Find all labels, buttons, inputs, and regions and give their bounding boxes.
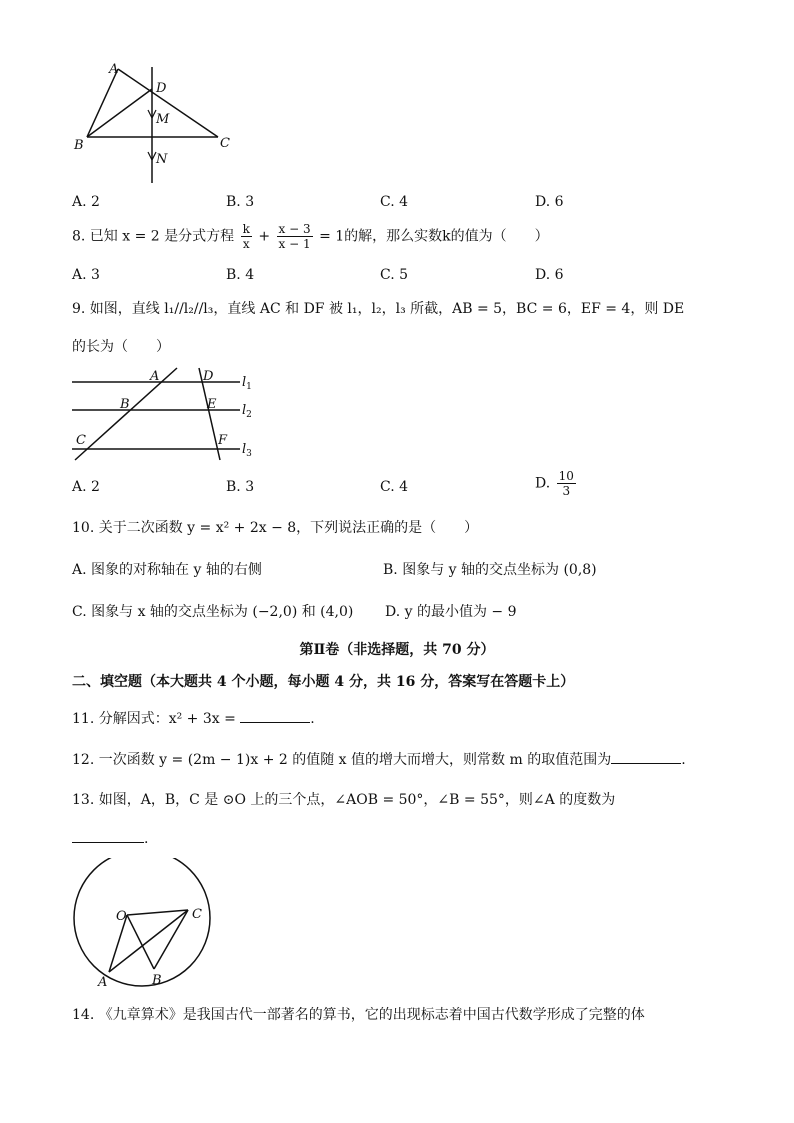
fig9-label-f: F (218, 433, 228, 448)
q10-stem: 10. 关于二次函数 y = x² + 2x − 8，下列说法正确的是（ ） (72, 520, 479, 536)
q8-option-a: A. 3 (72, 267, 100, 283)
part-2-title: 第Ⅱ卷（非选择题，共 70 分） (299, 642, 495, 658)
fig9-label-d: D (203, 369, 214, 384)
section-2-title: 二、填空题（本大题共 4 个小题，每小题 4 分，共 16 分，答案写在答题卡上） (72, 674, 575, 690)
figure-q13-circle (66, 858, 226, 990)
q8-stem-pre: 8. 已知 x = 2 是分式方程 (72, 228, 235, 245)
q8-stem-post: = 1的解，那么实数k的值为（ ） (319, 228, 549, 245)
fig9-label-e: E (207, 397, 217, 412)
fig9-label-a: A (150, 369, 160, 384)
fig9-label-l3: $l_3$ (242, 442, 252, 459)
fig13-label-c: C (192, 907, 202, 922)
fig7-label-m: M (156, 112, 170, 127)
q10-option-d: D. y 的最小值为 − 9 (385, 604, 517, 620)
q9-stem-line2: 的长为（ ） (72, 339, 170, 355)
q9-option-c: C. 4 (380, 479, 409, 495)
fig9-label-l2: $l_2$ (242, 403, 252, 420)
fig9-label-b: B (120, 397, 130, 412)
q13-answer-blank (72, 828, 144, 843)
q11-answer-blank (240, 708, 310, 723)
q8-fraction-2: $\frac{x - 3}{x - 1}$ (278, 222, 311, 251)
q8-option-d: D. 6 (535, 267, 564, 283)
q9-option-b: B. 3 (226, 479, 255, 495)
q13-answer-line: . (72, 828, 148, 848)
fig7-label-b: B (74, 138, 84, 153)
fig7-label-d: D (156, 81, 167, 96)
q8-option-c: C. 5 (380, 267, 409, 283)
q10-option-a: A. 图象的对称轴在 y 轴的右侧 (72, 562, 262, 578)
question-11: 11. 分解因式：x² + 3x = . (72, 708, 315, 728)
question-12: 12. 一次函数 y = (2m − 1)x + 2 的值随 x 值的增大而增大，则常数 m 的取值范围为 . (72, 749, 686, 769)
fig13-label-b: B (152, 973, 162, 988)
figure-q9-parallel-lines (62, 362, 272, 468)
q9-option-d: D. $\frac{10}{3}$ (535, 469, 574, 498)
fig7-label-c: C (220, 136, 230, 151)
q12-answer-blank (611, 749, 681, 764)
q14-stem: 14. 《九章算术》是我国古代一部著名的算书，它的出现标志着中国古代数学形成了完整的体 (72, 1007, 645, 1023)
q10-option-b: B. 图象与 y 轴的交点坐标为 (0,8) (383, 562, 597, 578)
fig9-label-l1: $l_1$ (242, 375, 252, 392)
question-8: 8. 已知 x = 2 是分式方程 $\frac{k}{x}$ + $\frac{x - 3}{x - 1}$ = 1的解，那么实数k的值为（ ） (72, 222, 549, 251)
q7-option-c: C. 4 (380, 194, 409, 210)
fig13-label-o: O (116, 909, 127, 924)
q10-option-c: C. 图象与 x 轴的交点坐标为 (−2,0) 和 (4,0) (72, 604, 354, 620)
q13-stem: 13. 如图，A，B，C 是 ⊙O 上的三个点，∠AOB = 50°，∠B = 55°，则∠A 的度数为 (72, 792, 616, 808)
fig13-label-a: A (98, 975, 108, 990)
fig7-label-n: N (156, 152, 168, 167)
q7-option-a: A. 2 (72, 194, 100, 210)
fig9-label-c: C (76, 433, 86, 448)
q9-option-a: A. 2 (72, 479, 100, 495)
q9-stem-line1: 9. 如图，直线 l₁//l₂//l₃，直线 AC 和 DF 被 l₁，l₂，l₃ 所截，AB = 5，BC = 6，EF = 4，则 DE (72, 301, 685, 317)
q7-option-b: B. 3 (226, 194, 255, 210)
fig7-label-a: A (109, 62, 119, 77)
q8-fraction-1: $\frac{k}{x}$ (242, 222, 250, 251)
q8-option-b: B. 4 (226, 267, 255, 283)
q7-option-d: D. 6 (535, 194, 564, 210)
figure-q7-triangle (60, 55, 240, 190)
